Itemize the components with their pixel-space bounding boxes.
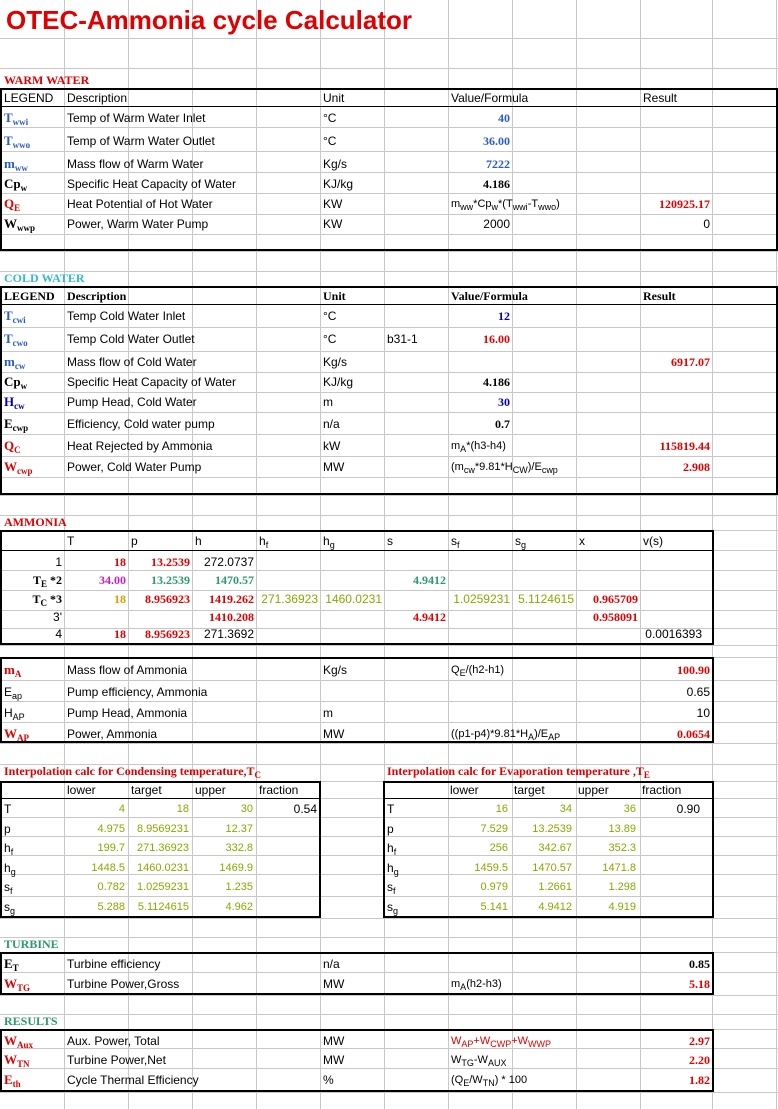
interp-c-heading: Interpolation calc for Condensing $temperature,T_C$ [4, 764, 262, 780]
turbine-unit-0: n/a [323, 957, 340, 971]
interp-e-label-3: $h_g$ [387, 860, 399, 877]
results-unit-1: MW [323, 1053, 345, 1067]
ammonia-state-3-x: 0.958091 [593, 610, 638, 624]
ammonia-state-4-p: 8.956923 [145, 627, 190, 641]
results-desc-2: Cycle Thermal Efficiency [67, 1073, 199, 1087]
cold-desc-5: Efficiency, Cold water pump [67, 417, 215, 431]
ammonia-col-header-3: $h_f$ [259, 534, 269, 550]
turbine-symbol-1: $W_{TG}$ [4, 976, 31, 993]
interp-e-label-2: $h_f$ [387, 841, 397, 857]
results-formula-2: $(Q_E/W_{TN}) * 100$ [451, 1074, 528, 1088]
ammonia-state-4-h: 271.3692 [203, 627, 254, 641]
cold-unit-4: m [323, 395, 333, 409]
interp-e-lower-5: 5.141 [480, 900, 508, 913]
cold-unit-1: °C [323, 332, 337, 346]
ammonia-col-header-2: h [195, 534, 202, 548]
turbine-unit-1: MW [323, 977, 345, 991]
cold-desc-4: Pump Head, Cold Water [67, 395, 197, 409]
interp-e-target-0: 34 [559, 803, 572, 815]
ammonia-col-header-6: $s_f$ [451, 534, 460, 550]
interp-c-lower-0: 4 [118, 803, 125, 815]
cold-formula-6: $m_A*(h3-h4)$ [451, 440, 506, 454]
cold-desc-1: Temp Cold Water Outlet [67, 332, 195, 346]
ammonia-symbol-0: $m_A$ [4, 662, 22, 679]
ammonia-state-0-T: 18 [114, 555, 126, 569]
ammonia-state-4-T: 18 [114, 627, 126, 641]
ammonia-desc-2: Pump Head, Ammonia [67, 706, 188, 720]
interp-e-upper-3: 1471.8 [602, 861, 636, 874]
ammonia-col-header-8: x [579, 534, 585, 548]
cold-symbol-4: $H_{cw}$ [4, 394, 25, 411]
warm-value-0: 40 [498, 111, 510, 125]
cold-unit-3: KJ/kg [323, 375, 354, 389]
warm-unit-header: Unit [323, 91, 345, 105]
ammonia-state-2-sf: 1.0259231 [453, 592, 510, 606]
cold-unit-header: Unit [323, 289, 346, 303]
interp-c-col-2: upper [195, 783, 226, 797]
ammonia-state-2-hg: 1460.0231 [325, 592, 382, 606]
interp-e-label-0: T [387, 802, 395, 816]
warm-desc-1: Temp of Warm Water Outlet [67, 134, 215, 148]
interp-c-label-5: $s_g$ [4, 899, 16, 916]
cold-heading: COLD WATER [4, 271, 85, 285]
cold-legend-header: LEGEND [4, 289, 55, 303]
interp-c-lower-4: 0.782 [97, 881, 125, 893]
turbine-result-0: 0.85 [689, 957, 710, 971]
interp-e-col-1: target [514, 783, 545, 797]
cold-symbol-2: $m_{cw}$ [4, 354, 26, 371]
ammonia-state-label-1: $T_E$ *2 [32, 573, 62, 589]
interp-e-upper-5: 4.919 [608, 900, 636, 913]
results-result-0: 2.97 [689, 1034, 710, 1048]
warm-desc-header: Description [67, 91, 128, 105]
warm-value-2: 7222 [486, 157, 510, 171]
interp-e-label-5: $s_g$ [387, 899, 399, 916]
interp-c-upper-0: 30 [240, 803, 253, 815]
interp-e-target-1: 13.2539 [532, 822, 572, 835]
warm-desc-5: Power, Warm Water Pump [67, 217, 209, 231]
warm-symbol-5: $W_{wwp}$ [4, 216, 36, 233]
interp-c-col-1: target [131, 783, 162, 797]
ammonia-state-1-T: 34.00 [99, 573, 126, 587]
results-unit-2: % [323, 1073, 334, 1087]
warm-legend-header: LEGEND [4, 91, 54, 105]
interp-e-label-1: p [387, 821, 394, 836]
interp-c-label-4: $s_f$ [4, 880, 13, 896]
cold-symbol-1: $T_{cwo}$ [4, 331, 28, 348]
warm-value-3: 4.186 [483, 177, 510, 191]
cold-result-header: Result [643, 289, 676, 303]
ammonia-state-label-3: 3' [53, 610, 62, 624]
cold-symbol-5: $E_{cwp}$ [4, 416, 29, 433]
cold-unit-0: °C [323, 309, 337, 323]
turbine-heading: TURBINE [4, 937, 59, 951]
interp-c-fraction-0: 0.54 [293, 802, 317, 816]
results-symbol-1: $W_{TN}$ [4, 1052, 30, 1069]
warm-symbol-3: $Cp_w$ [4, 176, 28, 193]
cold-desc-6: Heat Rejected by Ammonia [67, 439, 213, 453]
warm-result-4: 120925.17 [659, 197, 710, 211]
interp-c-upper-4: 1.235 [225, 881, 253, 893]
cold-desc-0: Temp Cold Water Inlet [67, 309, 186, 323]
warm-symbol-0: $T_{wwi}$ [4, 110, 29, 127]
ammonia-state-1-p: 13.2539 [151, 573, 190, 587]
ammonia-symbol-1: $E_{ap}$ [4, 685, 23, 701]
cold-desc-2: Mass flow of Cold Water [67, 355, 197, 369]
interp-e-lower-2: 256 [489, 842, 508, 854]
interp-e-target-2: 342.67 [538, 842, 572, 854]
ammonia-result-1: 0.65 [686, 685, 710, 699]
cold-unit-5: n/a [323, 417, 340, 431]
cold-unit-7: MW [323, 460, 345, 474]
interp-c-target-3: 1460.0231 [137, 861, 189, 874]
interp-c-lower-5: 5.288 [97, 900, 125, 913]
ammonia-desc-1: Pump efficiency, Ammonia [67, 685, 208, 699]
ammonia-formula-3: $((p1-p4)*9.81*H_A)/E_{AP}$ [451, 728, 561, 742]
ammonia-heading: AMMONIA [4, 515, 67, 529]
interp-c-label-2: $h_f$ [4, 841, 14, 857]
turbine-result-1: 5.18 [689, 977, 710, 991]
ammonia-state-2-x: 0.965709 [593, 592, 638, 606]
interp-e-lower-3: 1459.5 [474, 861, 508, 874]
ammonia-state-2-h: 1419.262 [209, 592, 254, 606]
turbine-desc-0: Turbine efficiency [67, 957, 161, 971]
results-desc-1: Turbine Power,Net [67, 1053, 166, 1067]
interp-c-lower-1: 4.975 [97, 822, 125, 835]
interp-c-label-1: p [4, 821, 11, 836]
cold-value-0: 12 [498, 309, 510, 323]
cold-desc-header: Description [67, 289, 127, 303]
warm-unit-3: KJ/kg [323, 177, 354, 191]
interp-e-upper-1: 13.89 [608, 822, 636, 835]
cold-note-cell: b31-1 [387, 332, 418, 346]
cold-value-5: 0.7 [495, 417, 510, 431]
warm-desc-3: Specific Heat Capacity of Water [67, 177, 236, 191]
interp-c-target-5: 5.1124615 [137, 900, 189, 913]
results-desc-0: Aux. Power, Total [67, 1034, 160, 1048]
ammonia-state-3-h: 1410.208 [209, 610, 254, 624]
results-symbol-2: $E_{th}$ [4, 1072, 21, 1089]
turbine-formula-1: $m_A(h2-h3)$ [451, 978, 502, 992]
ammonia-state-label-4: 4 [55, 627, 62, 641]
ammonia-result-2: 10 [696, 706, 710, 720]
interp-c-target-0: 18 [176, 803, 189, 815]
ammonia-state-0-p: 13.2539 [151, 555, 190, 569]
warm-desc-0: Temp of Warm Water Inlet [67, 111, 206, 125]
results-heading: RESULTS [4, 1014, 58, 1028]
interp-e-fraction-0: 0.90 [676, 802, 700, 816]
cold-value-3: 4.186 [483, 375, 510, 389]
cold-symbol-6: $Q_C$ [4, 438, 21, 455]
ammonia-col-header-7: $s_g$ [515, 534, 527, 550]
interp-e-heading: Interpolation calc for Evaporation temperature $,T_E$ [387, 764, 650, 780]
interp-e-col-2: upper [578, 783, 609, 797]
interp-c-target-1: 8.9569231 [137, 822, 189, 835]
interp-e-upper-0: 36 [623, 803, 636, 815]
interp-e-col-3: fraction [642, 783, 682, 797]
interp-c-col-0: lower [67, 783, 96, 797]
warm-symbol-1: $T_{wwo}$ [4, 133, 31, 150]
interp-e-target-4: 1.2661 [538, 881, 572, 893]
ammonia-state-2-sg: 5.1124615 [518, 592, 574, 606]
interp-c-lower-2: 199.7 [97, 842, 125, 854]
ammonia-state-3-s: 4.9412 [413, 610, 446, 624]
warm-value-header: Value/Formula [451, 91, 529, 105]
warm-unit-2: Kg/s [323, 157, 348, 171]
interp-e-upper-2: 352.3 [608, 842, 636, 854]
cold-result-2: 6917.07 [671, 355, 710, 369]
ammonia-col-header-4: $h_g$ [323, 534, 335, 550]
results-symbol-0: $W_{Aux}$ [4, 1033, 34, 1050]
ammonia-col-header-0: T [67, 534, 75, 548]
results-formula-0: $W_{AP}+W_{CWP}+W_{WWP}$ [451, 1035, 552, 1049]
ammonia-unit-0: Kg/s [323, 663, 348, 677]
warm-value-5: 2000 [483, 217, 510, 231]
cold-formula-7: $(m_{cw}*9.81*H_{CW})/E_{cwp}$ [451, 461, 558, 475]
warm-unit-4: KW [323, 197, 343, 211]
warm-desc-2: Mass flow of Warm Water [67, 157, 204, 171]
interp-e-label-4: $s_f$ [387, 880, 396, 896]
ammonia-symbol-2: $H_{AP}$ [4, 706, 25, 722]
ammonia-unit-3: MW [323, 727, 345, 741]
ammonia-symbol-3: $W_{AP}$ [4, 726, 29, 743]
interp-e-target-3: 1470.57 [532, 861, 572, 874]
cold-result-7: 2.908 [683, 460, 710, 474]
warm-heading: WARM WATER [4, 73, 90, 87]
warm-formula-4: $m_{ww}*Cp_w*(T_{wwi}-T_{wwo})$ [451, 198, 560, 212]
results-result-2: 1.82 [689, 1073, 710, 1087]
warm-value-1: 36.00 [483, 134, 510, 148]
ammonia-result-3: 0.0654 [677, 727, 710, 741]
ammonia-state-2-T: 18 [114, 592, 126, 606]
warm-result-5: 0 [703, 217, 710, 231]
ammonia-desc-0: Mass flow of Ammonia [67, 663, 188, 677]
cold-desc-3: Specific Heat Capacity of Water [67, 375, 236, 389]
interp-c-upper-5: 4.962 [225, 900, 253, 913]
turbine-symbol-0: $E_T$ [4, 956, 19, 973]
cold-result-6: 115819.44 [659, 439, 710, 453]
interp-e-lower-1: 7.529 [480, 822, 508, 835]
ammonia-state-label-2: $T_C$ *3 [32, 592, 62, 608]
interp-c-col-3: fraction [259, 783, 299, 797]
interp-c-target-4: 1.0259231 [137, 881, 189, 893]
cold-symbol-0: $T_{cwi}$ [4, 308, 26, 325]
ammonia-desc-3: Power, Ammonia [67, 727, 158, 741]
ammonia-formula-0: $Q_E/(h2-h1)$ [451, 664, 505, 678]
ammonia-unit-2: m [323, 706, 333, 720]
cold-unit-2: Kg/s [323, 355, 348, 369]
cold-symbol-7: $W_{cwp}$ [4, 459, 33, 476]
interp-e-target-5: 4.9412 [538, 900, 572, 913]
results-unit-0: MW [323, 1034, 345, 1048]
interp-c-label-0: T [4, 802, 12, 816]
warm-symbol-2: $m_{ww}$ [4, 156, 28, 173]
interp-c-lower-3: 1448.5 [91, 861, 125, 874]
cold-value-header: Value/Formula [451, 289, 528, 303]
ammonia-state-1-h: 1470.57 [215, 573, 254, 587]
interp-e-lower-0: 16 [495, 803, 508, 815]
ammonia-state-2-p: 8.956923 [145, 592, 190, 606]
warm-result-header: Result [643, 91, 678, 105]
interp-c-upper-1: 12.37 [225, 822, 253, 835]
warm-unit-5: KW [323, 217, 343, 231]
ammonia-state-1-s: 4.9412 [413, 573, 446, 587]
ammonia-col-header-9: v(s) [643, 534, 663, 548]
results-result-1: 2.20 [689, 1053, 710, 1067]
ammonia-state-0-h: 272.0737 [203, 555, 254, 569]
cold-desc-7: Power, Cold Water Pump [67, 460, 202, 474]
ammonia-result-0: 100.90 [677, 663, 710, 677]
interp-e-col-0: lower [450, 783, 479, 797]
cold-symbol-3: $Cp_w$ [4, 374, 28, 391]
cold-value-1: 16.00 [483, 332, 510, 346]
warm-unit-1: °C [323, 134, 337, 148]
interp-e-lower-4: 0.979 [480, 881, 508, 893]
ammonia-state-4-v: 0.0016393 [645, 627, 702, 641]
interp-c-upper-3: 1469.9 [219, 861, 253, 874]
ammonia-state-2-hf: 271.36923 [261, 592, 318, 606]
warm-symbol-4: $Q_E$ [4, 196, 21, 213]
interp-c-upper-2: 332.8 [225, 842, 253, 854]
cold-value-4: 30 [498, 395, 510, 409]
interp-e-upper-4: 1.298 [608, 881, 636, 893]
warm-desc-4: Heat Potential of Hot Water [67, 197, 213, 211]
warm-unit-0: °C [323, 111, 337, 125]
turbine-desc-1: Turbine Power,Gross [67, 977, 180, 991]
interp-c-target-2: 271.36923 [137, 842, 189, 854]
ammonia-col-header-1: p [131, 534, 138, 548]
ammonia-state-label-0: 1 [55, 555, 62, 569]
results-formula-1: $W_{TG}-W_{AUX}$ [451, 1054, 507, 1068]
interp-c-label-3: $h_g$ [4, 860, 16, 877]
cold-unit-6: kW [323, 439, 341, 453]
ammonia-col-header-5: s [387, 534, 393, 548]
page-title: OTEC-Ammonia cycle Calculator [6, 5, 412, 35]
